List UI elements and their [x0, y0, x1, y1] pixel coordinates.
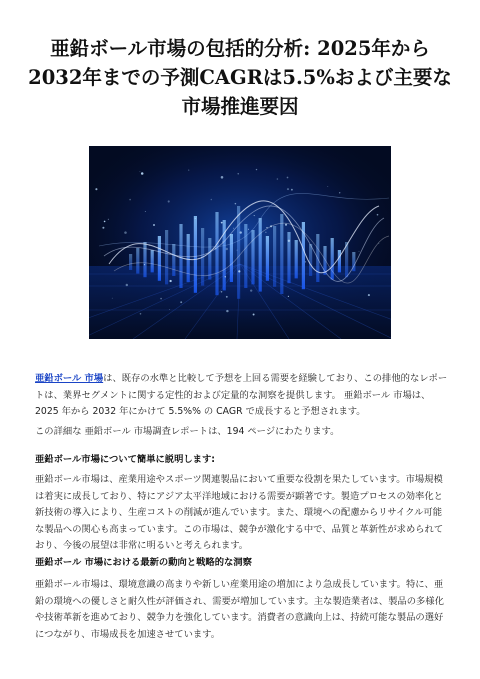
- hero-sparkle: [238, 270, 240, 272]
- hero-bar: [194, 216, 197, 293]
- hero-sparkle: [233, 228, 234, 229]
- hero-sparkle: [291, 189, 293, 191]
- hero-bar: [223, 220, 226, 290]
- hero-sparkle: [287, 177, 289, 179]
- hero-sparkle: [104, 221, 106, 223]
- intro-paragraph: [35, 371, 451, 421]
- section1-heading: 亜鉛ボール市場について簡単に説明します:: [35, 454, 215, 465]
- market-link[interactable]: 亜鉛ボール 市場: [35, 373, 104, 384]
- hero-sparkle: [327, 186, 328, 187]
- document-title: 亜鉛ボール市場の包括的分析: 2025年から2032年までの予測CAGRは5.5%および主要な市場推進要因: [28, 37, 452, 118]
- hero-sparkle: [238, 173, 239, 174]
- hero-sparkle: [180, 301, 182, 303]
- hero-bar: [331, 238, 334, 280]
- hero-sparkle: [140, 313, 142, 315]
- hero-bar: [172, 244, 175, 276]
- hero-sparkle: [235, 203, 237, 205]
- hero-bar: [237, 206, 240, 299]
- hero-bar: [338, 250, 341, 272]
- hero-sparkle: [359, 251, 360, 252]
- hero-image: [89, 146, 391, 339]
- hero-bar: [273, 226, 276, 287]
- hero-sparkle: [126, 284, 128, 286]
- hero-bar: [208, 238, 211, 280]
- hero-sparkle: [377, 214, 379, 216]
- hero-bar: [323, 246, 326, 275]
- hero-sparkle: [288, 296, 289, 297]
- hero-bar: [266, 236, 269, 281]
- hero-bar: [280, 214, 283, 294]
- hero-sparkle: [226, 248, 228, 250]
- section2-body: 亜鉛ボール市場は、環境意識の高まりや新しい産業用途の増加により急成長しています。特に、亜鉛の環境への優しさと耐久性が評価され、需要が増加しています。主な製造業者は、製品の多様化や技術革新を進めており、競争力を強化しています。消費者の意識向上は、持続可能な製品の選好につながり、市場成長を加速させています。: [35, 579, 444, 640]
- hero-sparkle: [368, 294, 370, 296]
- hero-bar: [136, 248, 139, 274]
- hero-sparkle: [102, 227, 104, 229]
- hero-sparkle: [221, 291, 223, 293]
- hero-sparkle: [237, 250, 238, 251]
- hero-sparkle: [144, 264, 145, 265]
- hero-sparkle: [195, 218, 196, 219]
- hero-bar: [295, 240, 298, 278]
- hero-bar: [129, 254, 132, 270]
- hero-bar: [259, 218, 262, 292]
- hero-sparkle: [277, 178, 279, 180]
- hero-sparkle: [288, 240, 290, 242]
- financial-chart-illustration-icon: [89, 146, 391, 339]
- hero-sparkle: [188, 170, 189, 171]
- report-note: この詳細な 亜鉛ボール 市場調査レポートは、194 ページにわたります。: [35, 426, 340, 437]
- hero-sparkle: [145, 211, 146, 212]
- hero-bar: [187, 234, 190, 282]
- hero-bar: [215, 212, 218, 295]
- hero-sparkle: [153, 224, 155, 226]
- hero-sparkle: [168, 200, 170, 202]
- hero-sparkle: [221, 222, 223, 224]
- hero-sparkle: [248, 229, 249, 230]
- section1-body: 亜鉛ボール市場は、産業用途やスポーツ関連製品において重要な役割を果たしています。市場規模は着実に成長しており、特にアジア太平洋地域における需要が顕著です。製造プロセスの効率化と新技術の導入により、生産コストの削減が進んでいます。また、環境への配慮からリサイクル可能な製品への関心も高まっています。この市場は、競争が激化する中で、品質と革新性が求められており、今後の展望は非常に明るいと考えられます。: [35, 474, 444, 552]
- hero-sparkle: [265, 232, 266, 233]
- hero-sparkle: [108, 219, 109, 220]
- hero-sparkle: [226, 296, 228, 298]
- hero-sparkle: [285, 224, 287, 226]
- hero-sparkle: [287, 188, 289, 190]
- hero-sparkle: [221, 176, 224, 179]
- section2-heading: 亜鉛ボール 市場における最新の動向と戦略的な洞察: [35, 557, 252, 568]
- hero-sparkle: [139, 171, 140, 172]
- hero-sparkle: [253, 314, 255, 316]
- hero-sparkle: [225, 276, 226, 277]
- hero-sparkle: [141, 172, 144, 175]
- hero-bar: [251, 230, 254, 284]
- hero-bar: [165, 230, 168, 284]
- hero-sparkle: [211, 199, 213, 201]
- hero-sparkle: [95, 188, 97, 190]
- intro-text: は、既存の水準と比較して予想を上回る需要を経験しており、この排他的なレポートは、業界セグメントに関する定性的および定量的な洞察を提供します。 亜鉛ボール 市場は、2025 年から 2032 年にかけて 5.5%% の CAGR で成長すると予想されます。: [35, 373, 448, 418]
- hero-sparkle: [254, 215, 255, 216]
- hero-sparkle: [226, 310, 228, 312]
- hero-sparkle: [305, 261, 306, 262]
- hero-sparkle: [169, 280, 171, 282]
- hero-sparkle: [169, 309, 170, 310]
- hero-sparkle: [124, 231, 127, 234]
- hero-bar: [158, 236, 161, 281]
- hero-sparkle: [160, 298, 162, 300]
- hero-sparkle: [250, 289, 252, 291]
- hero-bar: [244, 224, 247, 288]
- hero-sparkle: [240, 231, 242, 233]
- hero-bar: [230, 234, 233, 282]
- hero-sparkle: [339, 192, 340, 193]
- hero-bar: [143, 242, 146, 277]
- hero-sparkle: [256, 169, 257, 170]
- hero-sparkle: [112, 298, 113, 299]
- hero-bar: [309, 244, 312, 276]
- hero-bar: [151, 250, 154, 272]
- hero-sparkle: [129, 199, 131, 201]
